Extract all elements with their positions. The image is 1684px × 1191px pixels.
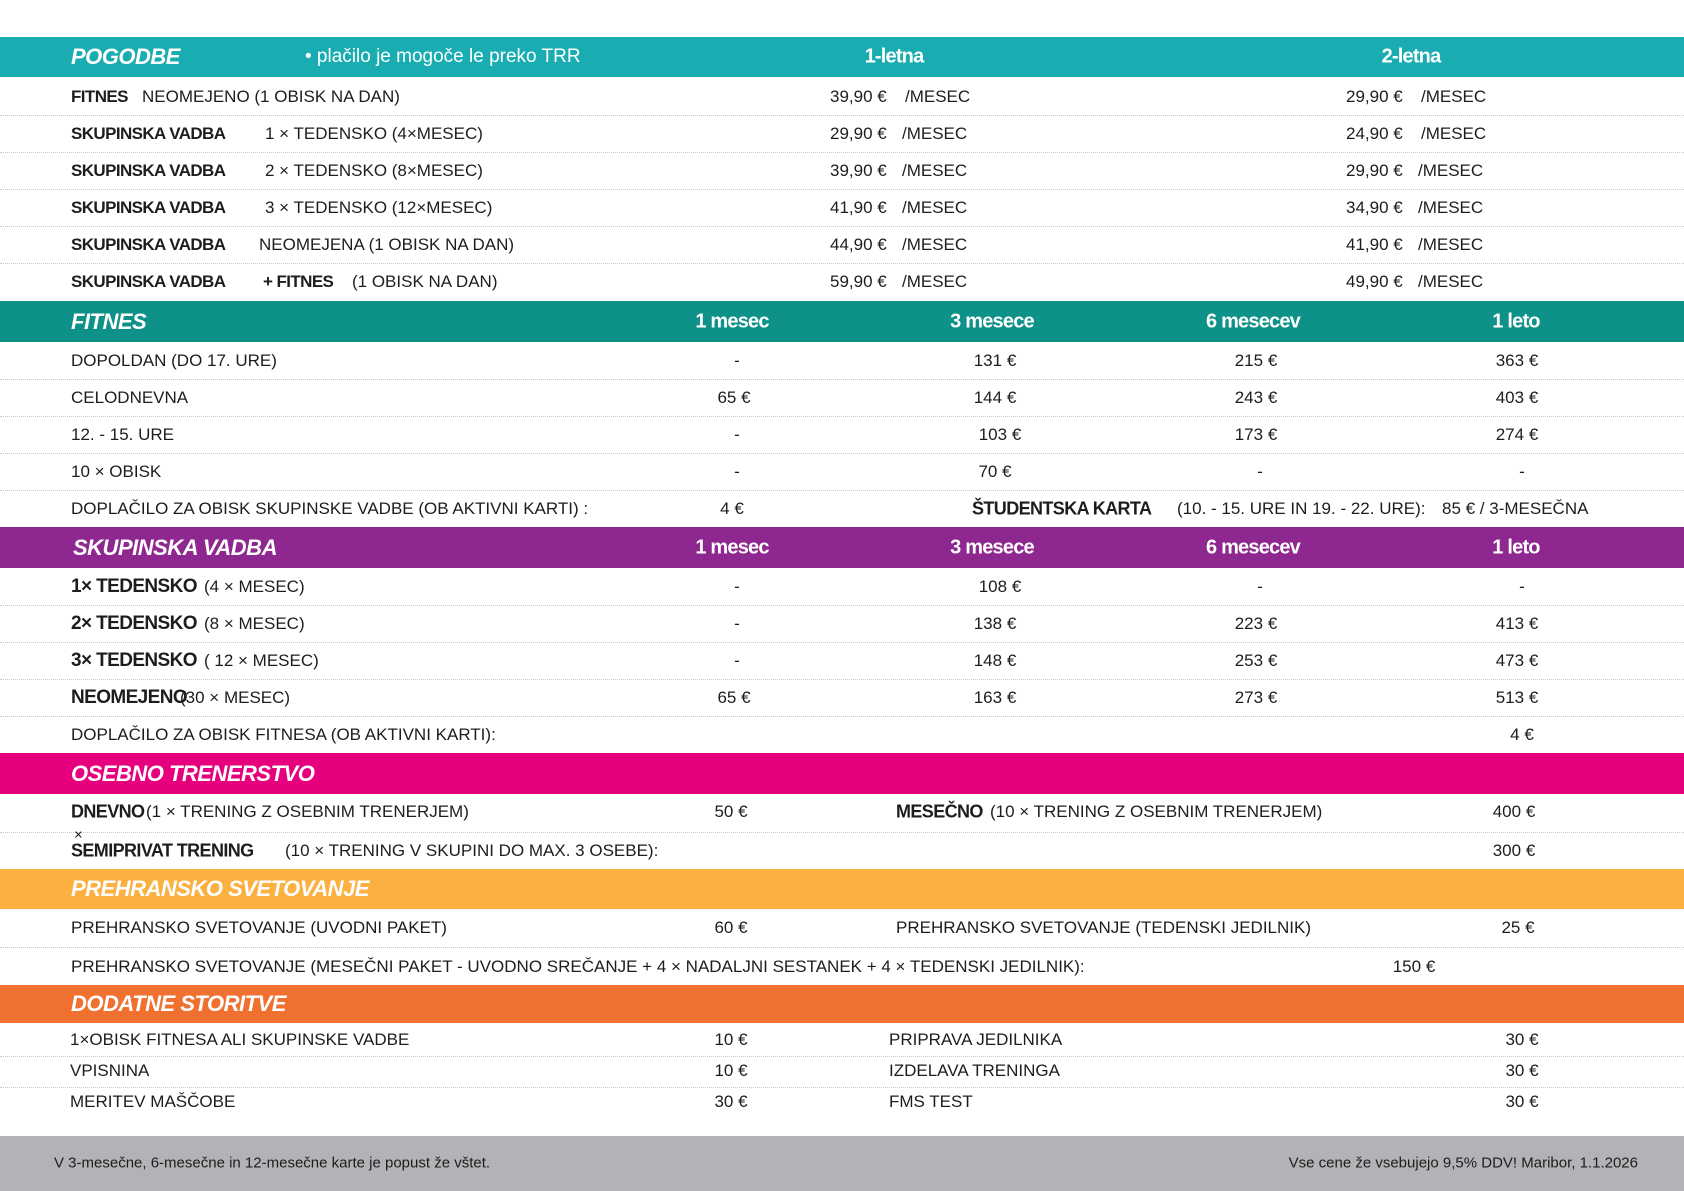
pogodbe-row-unit-2: /MESEC (1418, 235, 1484, 254)
divider (0, 152, 1684, 153)
pogodbe-row-price-2: 34,90 € (1346, 198, 1403, 217)
service-value: 30 € (1505, 1030, 1539, 1049)
fitnes-row-6-mesecev: 215 € (1234, 351, 1278, 370)
pogodbe-row-unit-2: /MESEC (1421, 124, 1487, 143)
skupinska-row-3-mesece: 138 € (973, 614, 1017, 633)
skupinska-row-desc: (8 × MESEC) (204, 614, 305, 633)
pogodbe-row-unit-1: /MESEC (902, 272, 968, 291)
fitnes-row-1-mesec: 65 € (717, 388, 751, 407)
skupinska-title: SKUPINSKA VADBA (73, 534, 277, 560)
pogodbe-row-desc: 1 × TEDENSKO (4×MESEC) (265, 124, 483, 143)
fitnes-col-1-mesec: 1 mesec (695, 310, 769, 332)
pogodbe-row-unit-1: /MESEC (902, 235, 968, 254)
divider (0, 947, 1684, 948)
pogodbe-row-desc: NEOMEJENA (1 OBISK NA DAN) (259, 235, 515, 254)
skupinska-row-6-mesecev: 223 € (1234, 614, 1278, 633)
pogodbe-row-price-2: 29,90 € (1346, 87, 1403, 106)
pogodbe-row-unit-2: /MESEC (1418, 272, 1484, 291)
divider (0, 490, 1684, 491)
fitnes-row-1-leto: 403 € (1495, 388, 1539, 407)
pogodbe-row-bold: SKUPINSKA VADBA (71, 198, 226, 217)
student-card-desc: (10. - 15. URE IN 19. - 22. URE): (1177, 499, 1426, 518)
divider (0, 1056, 1684, 1057)
skupinska-row-1-leto: 473 € (1495, 651, 1539, 670)
pogodbe-row-price-1: 59,90 € (830, 272, 887, 291)
service-value: 30 € (1505, 1092, 1539, 1111)
prehrana-header (0, 869, 1684, 909)
footer (0, 1136, 1684, 1191)
pogodbe-row-unit-2: /MESEC (1421, 87, 1487, 106)
nutrition-intro-label: PREHRANSKO SVETOVANJE (UVODNI PAKET) (71, 918, 447, 937)
pogodbe-row-unit-2: /MESEC (1418, 198, 1484, 217)
pogodbe-title: POGODBE (71, 44, 180, 69)
pogodbe-row-bold: FITNES (71, 87, 128, 106)
divider (0, 115, 1684, 116)
prehrana-title: PREHRANSKO SVETOVANJE (71, 876, 369, 901)
fitnes-row-3-mesece: 103 € (978, 425, 1022, 444)
pogodbe-row-unit-1: /MESEC (905, 87, 971, 106)
fitnes-row-3-mesece: 70 € (978, 462, 1012, 481)
fitnes-title: FITNES (71, 308, 147, 334)
divider (0, 189, 1684, 190)
pogodbe-row-desc: (1 OBISK NA DAN) (352, 272, 498, 291)
divider (0, 416, 1684, 417)
skupinska-col-1-leto: 1 leto (1492, 536, 1540, 558)
skupinska-col-3-mesece: 3 mesece (950, 536, 1034, 558)
fitnes-row-3-mesece: 144 € (973, 388, 1017, 407)
fitnes-header (0, 301, 1684, 342)
student-card-value: 85 € / 3-MESEČNA (1442, 499, 1589, 518)
fitnes-row-6-mesecev: - (1257, 462, 1263, 481)
fitnes-row-6-mesecev: 173 € (1234, 425, 1278, 444)
pogodbe-row-price-1: 39,90 € (830, 87, 887, 106)
semiprivate-training-label: SEMIPRIVAT TRENING (71, 840, 254, 861)
footer-vat-note: Vse cene že vsebujejo 9,5% DDV! Maribor, 1.1.2026 (1288, 1154, 1638, 1172)
service-value: 30 € (714, 1092, 748, 1111)
skupinska-row-3-mesece: 148 € (973, 651, 1017, 670)
divider (0, 226, 1684, 227)
service-label: PRIPRAVA JEDILNIKA (889, 1030, 1063, 1049)
fitnes-col-1-leto: 1 leto (1492, 310, 1540, 332)
fitnes-row-label: 12. - 15. URE (71, 425, 174, 444)
divider (0, 263, 1684, 264)
fitnes-row-6-mesecev: 243 € (1234, 388, 1278, 407)
skupinska-row-6-mesecev: 273 € (1234, 688, 1278, 707)
skupinska-row-1-mesec: - (734, 614, 740, 633)
skupinska-row-1-leto: 513 € (1495, 688, 1539, 707)
skupinska-row-1-mesec: 65 € (717, 688, 751, 707)
fitnes-col-3-mesece: 3 mesece (950, 310, 1034, 332)
fitnes-row-label: DOPOLDAN (DO 17. URE) (71, 351, 277, 370)
student-card-label: ŠTUDENTSKA KARTA (972, 498, 1152, 519)
service-value: 10 € (714, 1030, 748, 1049)
footer-discount-note: V 3-mesečne, 6-mesečne in 12-mesečne karte je popust že vštet. (54, 1154, 491, 1172)
pogodbe-row-unit-2: /MESEC (1418, 161, 1484, 180)
skupinska-row-1-mesec: - (734, 577, 740, 596)
pogodbe-row-desc: 2 × TEDENSKO (8×MESEC) (265, 161, 483, 180)
pogodbe-row-price-2: 49,90 € (1346, 272, 1403, 291)
osebno-header (0, 753, 1684, 794)
pogodbe-row-price-2: 41,90 € (1346, 235, 1403, 254)
fitnes-col-6-mesecev: 6 mesecev (1205, 310, 1301, 332)
skupinska-surcharge-label: DOPLAČILO ZA OBISK FITNESA (OB AKTIVNI KARTI): (71, 725, 496, 744)
daily-training-value: 50 € (714, 802, 748, 821)
skupinska-row-bold: 1× TEDENSKO (71, 576, 197, 597)
service-label: MERITEV MAŠČOBE (70, 1092, 236, 1111)
skupinska-row-6-mesecev: 253 € (1234, 651, 1278, 670)
fitnes-row-1-leto: - (1519, 462, 1525, 481)
divider (0, 379, 1684, 380)
daily-training-label: DNEVNO (71, 801, 145, 822)
divider (0, 605, 1684, 606)
divider (0, 453, 1684, 454)
skupinska-row-bold: 3× TEDENSKO (71, 650, 197, 671)
divider (0, 679, 1684, 680)
divider (0, 832, 1684, 833)
monthly-training-value: 400 € (1492, 802, 1536, 821)
monthly-training-desc: (10 × TRENING Z OSEBNIM TRENERJEM) (990, 802, 1323, 821)
nutrition-monthly-value: 150 € (1392, 957, 1436, 976)
skupinska-surcharge-value: 4 € (1510, 725, 1534, 744)
pogodbe-row-price-1: 29,90 € (830, 124, 887, 143)
divider (0, 1087, 1684, 1088)
fitnes-row-1-leto: 363 € (1495, 351, 1539, 370)
service-label: VPISNINA (70, 1061, 150, 1080)
service-label: FMS TEST (889, 1092, 973, 1111)
skupinska-row-1-leto: 413 € (1495, 614, 1539, 633)
fitnes-row-1-mesec: - (734, 351, 740, 370)
dodatne-title: DODATNE STORITVE (71, 991, 286, 1016)
pogodbe-row-bold: SKUPINSKA VADBA (71, 272, 226, 291)
fitnes-row-1-mesec: - (734, 462, 740, 481)
fitnes-row-label: 10 × OBISK (71, 462, 162, 481)
pogodbe-col-1-letna: 1-letna (864, 45, 924, 68)
skupinska-col-6-mesecev: 6 mesecev (1205, 536, 1301, 558)
dodatne-header (0, 985, 1684, 1023)
fitnes-row-1-leto: 274 € (1495, 425, 1539, 444)
divider (0, 716, 1684, 717)
fitnes-row-label: CELODNEVNA (71, 388, 189, 407)
pogodbe-row-desc: NEOMEJENO (1 OBISK NA DAN) (142, 87, 400, 106)
skupinska-row-desc: (4 × MESEC) (204, 577, 305, 596)
pogodbe-row-bold-2: + FITNES (263, 272, 334, 291)
pogodbe-row-bold: SKUPINSKA VADBA (71, 235, 226, 254)
pogodbe-row-desc: 3 × TEDENSKO (12×MESEC) (265, 198, 493, 217)
skupinska-col-1-mesec: 1 mesec (695, 536, 769, 558)
skupinska-row-1-mesec: - (734, 651, 740, 670)
pogodbe-header (0, 37, 1684, 77)
nutrition-weekly-value: 25 € (1501, 918, 1535, 937)
service-label: 1×OBISK FITNESA ALI SKUPINSKE VADBE (70, 1030, 410, 1049)
pogodbe-row-price-1: 39,90 € (830, 161, 887, 180)
pogodbe-row-unit-1: /MESEC (902, 161, 968, 180)
daily-training-desc: (1 × TRENING Z OSEBNIM TRENERJEM) (146, 802, 469, 821)
service-value: 30 € (1505, 1061, 1539, 1080)
nutrition-weekly-label: PREHRANSKO SVETOVANJE (TEDENSKI JEDILNIK) (896, 918, 1312, 937)
service-value: 10 € (714, 1061, 748, 1080)
skupinska-row-desc: (30 × MESEC) (180, 688, 291, 707)
skupinska-row-1-leto: - (1519, 577, 1525, 596)
nutrition-intro-value: 60 € (714, 918, 748, 937)
skupinska-row-desc: ( 12 × MESEC) (204, 651, 319, 670)
pogodbe-row-price-1: 44,90 € (830, 235, 887, 254)
skupinska-row-6-mesecev: - (1257, 577, 1263, 596)
nutrition-monthly-label: PREHRANSKO SVETOVANJE (MESEČNI PAKET - UVODNO SREČANJE + 4 × NADALJNI SESTANEK + 4 × TEDENSKI JEDILNIK): (71, 957, 1085, 976)
fitnes-row-3-mesece: 131 € (973, 351, 1017, 370)
pogodbe-row-unit-1: /MESEC (902, 124, 968, 143)
pogodbe-row-unit-1: /MESEC (902, 198, 968, 217)
pogodbe-col-2-letna: 2-letna (1381, 45, 1441, 68)
pogodbe-row-price-1: 41,90 € (830, 198, 887, 217)
semiprivate-training-value: 300 € (1492, 841, 1536, 860)
pogodbe-row-bold: SKUPINSKA VADBA (71, 124, 226, 143)
pogodbe-row-bold: SKUPINSKA VADBA (71, 161, 226, 180)
divider (0, 642, 1684, 643)
fitnes-row-1-mesec: - (734, 425, 740, 444)
skupinska-row-bold: NEOMEJENO (71, 687, 188, 708)
monthly-training-label: MESEČNO (896, 801, 983, 822)
skupinska-row-bold: 2× TEDENSKO (71, 613, 197, 634)
stray-times-mark: × (74, 826, 83, 844)
pogodbe-row-price-2: 24,90 € (1346, 124, 1403, 143)
fitnes-surcharge-value: 4 € (720, 499, 744, 518)
skupinska-header (0, 527, 1684, 568)
fitnes-surcharge-label: DOPLAČILO ZA OBISK SKUPINSKE VADBE (OB AKTIVNI KARTI) : (71, 499, 589, 518)
service-label: IZDELAVA TRENINGA (889, 1061, 1060, 1080)
pogodbe-payment-note: • plačilo je mogoče le preko TRR (305, 46, 581, 67)
skupinska-row-3-mesece: 108 € (978, 577, 1022, 596)
skupinska-row-3-mesece: 163 € (973, 688, 1017, 707)
pogodbe-row-price-2: 29,90 € (1346, 161, 1403, 180)
semiprivate-training-desc: (10 × TRENING V SKUPINI DO MAX. 3 OSEBE): (285, 841, 659, 860)
osebno-title: OSEBNO TRENERSTVO (71, 760, 315, 786)
